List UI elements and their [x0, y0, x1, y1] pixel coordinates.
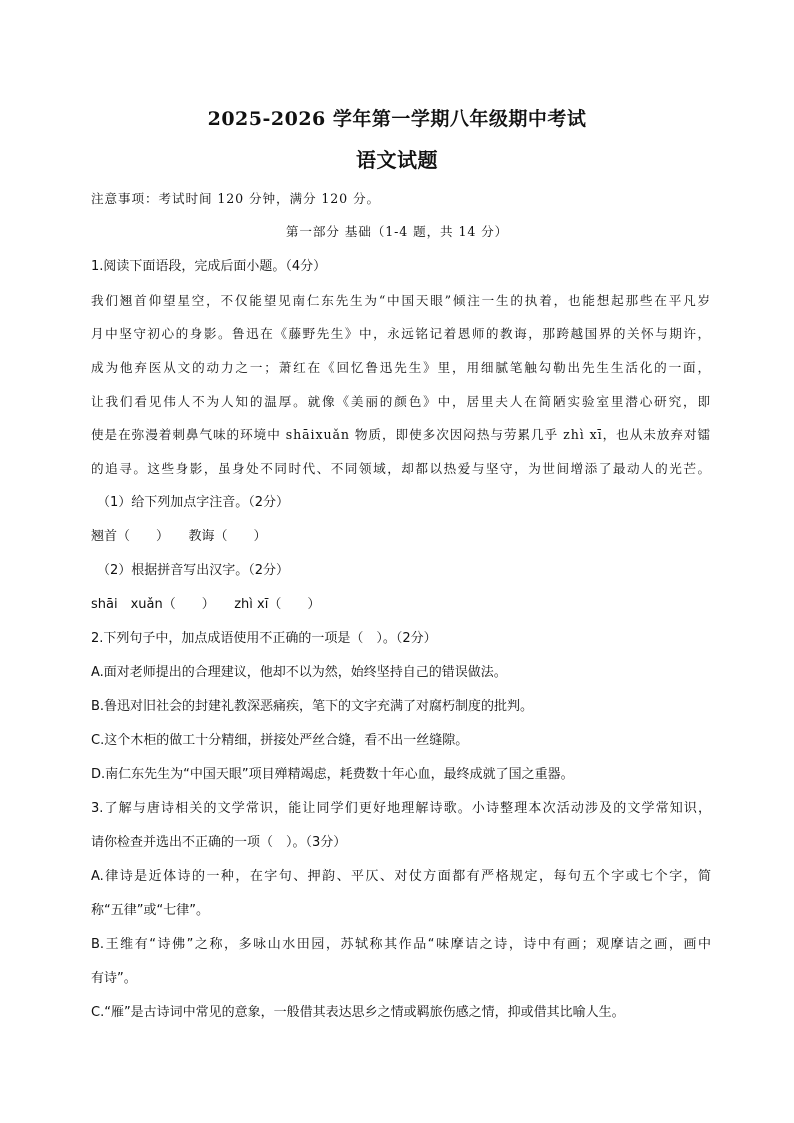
q2-option-d: D.南仁东先生为“中国天眼”项目殚精竭虑，耗费数十年心血，最终成就了国之重器。: [91, 767, 574, 782]
exam-title: 2025-2026 学年第一学期八年级期中考试: [207, 108, 587, 130]
q2-option-b: B.鲁迅对旧社会的封建礼教深恶痛疾，笔下的文字充满了对腐朽制度的批判。: [91, 699, 534, 714]
exam-subtitle: 语文试题: [356, 148, 438, 172]
q3-stem-line-2: 请你检查并选出不正确的一项（ ）。（3分）: [91, 835, 347, 850]
passage-line-6: 的追寻。这些身影，虽身处不同时代、不同领域，却都以热爱与坚守，为世间增添了最动人的光芒。: [91, 461, 711, 476]
q2-option-a: A.面对老师提出的合理建议，他却不以为然，始终坚持自己的错误做法。: [91, 665, 507, 680]
q1-stem: 1.阅读下面语段，完成后面小题。（4分）: [91, 259, 327, 274]
q1-sub1-items: 翘首（ ） 教诲（ ）: [91, 529, 267, 544]
passage-line-1: 我们翘首仰望星空，不仅能望见南仁东先生为“中国天眼”倾注一生的执着，也能想起那些在平凡岁: [91, 293, 711, 308]
q1-sub2: （2）根据拼音写出汉字。（2分）: [97, 563, 290, 578]
q3-option-b-line-1: B.王维有“诗佛”之称，多咏山水田园，苏轼称其作品“味摩诘之诗，诗中有画；观摩诘之画，画中: [91, 937, 711, 952]
q1-sub2-items: shāi xuǎn（ ） zhì xī（ ）: [91, 597, 321, 612]
q1-sub1: （1）给下列加点字注音。（2分）: [97, 495, 290, 510]
q3-option-b-line-2: 有诗”。: [91, 971, 137, 986]
part1-heading: 第一部分 基础（1-4 题，共 14 分）: [285, 224, 509, 239]
passage-line-5: 使是在弥漫着刺鼻气味的环境中 shāixuǎn 物质，即使多次因闷热与劳累几乎 zhì xī，也从未放弃对镭: [91, 427, 711, 442]
q3-option-a-line-1: A.律诗是近体诗的一种，在字句、押韵、平仄、对仗方面都有严格规定，每句五个字或七个字，简: [91, 869, 711, 884]
q3-stem-line-1: 3.了解与唐诗相关的文学常识，能让同学们更好地理解诗歌。小诗整理本次活动涉及的文学常知识，: [91, 801, 711, 816]
passage-line-3: 成为他弃医从文的动力之一；萧红在《回忆鲁迅先生》里，用细腻笔触勾勒出先生生活化的一面，: [91, 360, 711, 375]
q3-option-a-line-2: 称“五律”或“七律”。: [91, 903, 209, 918]
q3-option-c-line-1: C.“雁”是古诗词中常见的意象，一般借其表达思乡之情或羁旅伤感之情，抑或借其比喻人生。: [91, 1005, 625, 1020]
q2-stem: 2.下列句子中，加点成语使用不正确的一项是（ ）。（2分）: [91, 631, 437, 646]
passage-line-2: 月中坚守初心的身影。鲁迅在《藤野先生》中，永远铭记着恩师的教诲，那跨越国界的关怀与期许，: [91, 326, 711, 341]
q2-option-c: C.这个木柜的做工十分精细，拼接处严丝合缝，看不出一丝缝隙。: [91, 733, 469, 748]
passage-line-4: 让我们看见伟人不为人知的温厚。就像《美丽的颜色》中，居里夫人在简陋实验室里潜心研究，即: [91, 394, 711, 409]
exam-notice: 注意事项：考试时间 120 分钟，满分 120 分。: [91, 191, 380, 206]
